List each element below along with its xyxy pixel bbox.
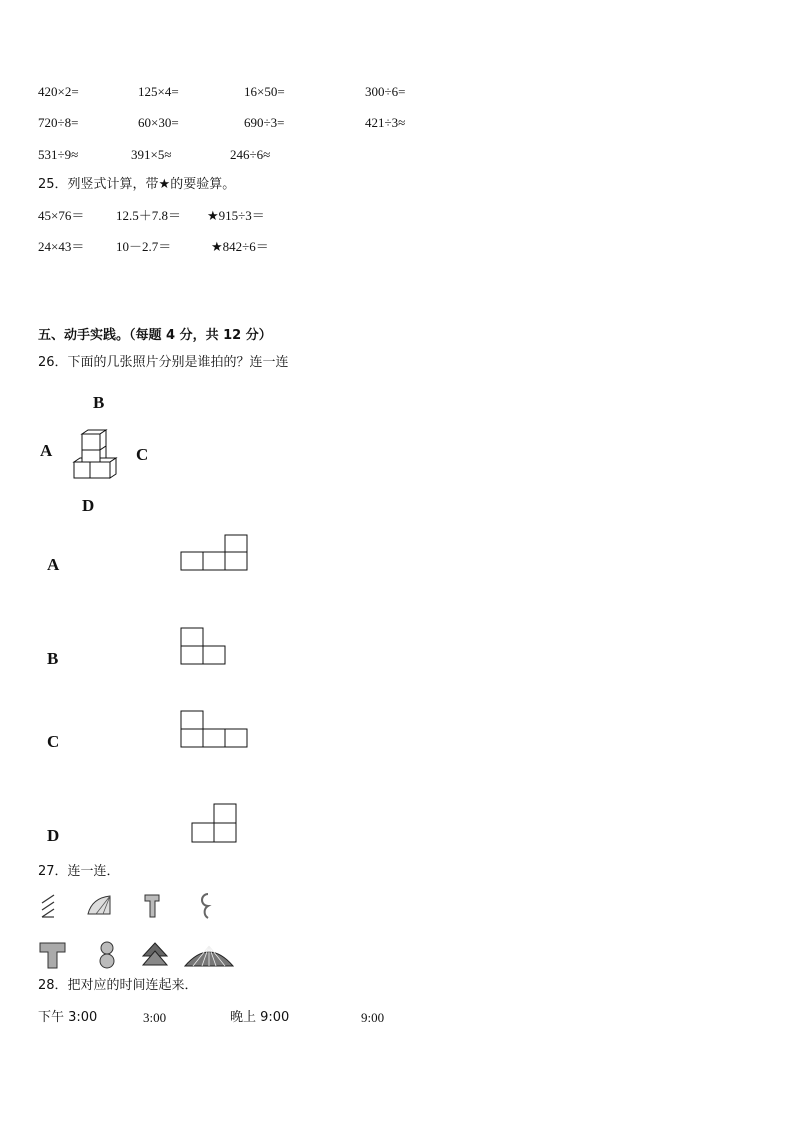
q25-title: 25．列竖式计算，带★的要验算。: [38, 177, 236, 192]
half-umbrella-icon: [86, 894, 114, 918]
half-tee-icon: [143, 893, 163, 919]
calc-row3-item1: 531÷9≈: [38, 147, 79, 162]
calc-row1-item1: 420×2=: [38, 84, 79, 99]
q26-title: 26．下面的几张照片分别是谁拍的？连一连: [38, 355, 289, 370]
calc-row2-item4: 421÷3≈: [365, 115, 406, 130]
full-tee-icon: [38, 940, 68, 970]
calc-row2-item3: 690÷3=: [244, 115, 285, 130]
view-label-a: A: [47, 555, 60, 574]
view-a-figure: [180, 534, 250, 572]
q25-line1-item3: ★915÷3＝: [207, 208, 265, 223]
half-eight-icon: [196, 892, 212, 920]
direction-label-a: A: [40, 441, 53, 460]
view-label-c: C: [47, 732, 60, 751]
q28-time-1: 下午 3:00: [38, 1010, 98, 1025]
calc-row2-item1: 720÷8=: [38, 115, 79, 130]
q25-line2-item3: ★842÷6＝: [211, 239, 269, 254]
view-label-b: B: [47, 649, 59, 668]
direction-label-b: B: [93, 393, 105, 412]
full-eight-icon: [95, 940, 119, 970]
direction-label-d: D: [82, 496, 95, 515]
q28-time-2: 3:00: [143, 1010, 167, 1025]
view-label-d: D: [47, 826, 60, 845]
full-umbrella-icon: [183, 942, 235, 970]
cube-stack-figure: [72, 428, 122, 480]
full-pine-icon: [140, 940, 170, 970]
calc-row3-item3: 246÷6≈: [230, 147, 271, 162]
direction-label-c: C: [136, 445, 149, 464]
view-b-figure: [180, 627, 228, 665]
q25-line2-item2: 10－2.7＝: [116, 239, 172, 254]
calc-row2-item2: 60×30=: [138, 115, 179, 130]
q27-title: 27．连一连．: [38, 864, 120, 879]
q28-time-3: 晚上 9:00: [230, 1010, 290, 1025]
calc-row1-item3: 16×50=: [244, 84, 285, 99]
half-pine-icon: [40, 893, 60, 919]
calc-row1-item4: 300÷6=: [365, 84, 406, 99]
q25-line1-item1: 45×76＝: [38, 208, 85, 223]
calc-row3-item2: 391×5≈: [131, 147, 172, 162]
q28-title: 28．把对应的时间连起来．: [38, 978, 198, 993]
calc-row1-item2: 125×4=: [138, 84, 179, 99]
section5-title: 五、动手实践。（每题 4 分，共 12 分）: [38, 328, 272, 343]
q28-time-4: 9:00: [361, 1010, 385, 1025]
view-c-figure: [180, 710, 250, 748]
view-d-figure: [191, 803, 239, 843]
q25-line1-item2: 12.5＋7.8＝: [116, 208, 182, 223]
q25-line2-item1: 24×43＝: [38, 239, 85, 254]
